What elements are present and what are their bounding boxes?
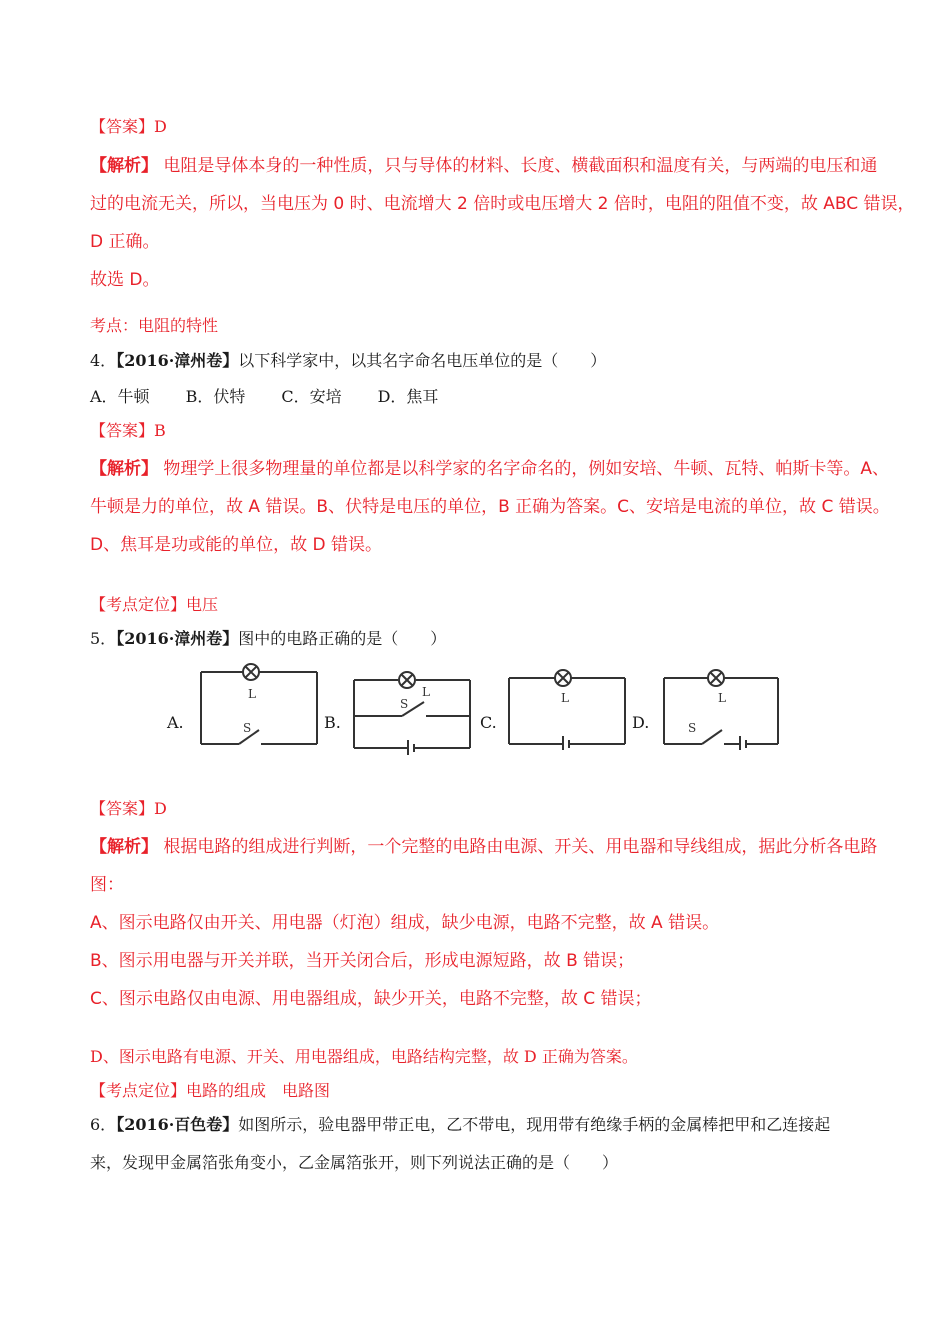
- q5-analysis-line-1: [90, 836, 877, 858]
- switch-label: S: [400, 697, 409, 711]
- lamp-label: L: [718, 691, 726, 705]
- circuit-diagram-c: [505, 660, 630, 750]
- circuit-d-label: D.: [632, 713, 650, 732]
- q5-stem: [90, 628, 446, 650]
- q3-analysis-line-3: D 正确。: [90, 232, 160, 252]
- q4-analysis-line-3: D、焦耳是功或能的单位，故 D 错误。: [90, 535, 382, 555]
- answer-label: 【答案】: [90, 117, 155, 136]
- q3-analysis-line-1: [90, 155, 877, 177]
- analysis-text: 根据电路的组成进行判断，一个完整的电路由电源、开关、用电器和导线组成，据此分析各电路: [163, 837, 878, 857]
- q6-stem-line-2: 来，发现甲金属箔张角变小，乙金属箔张开，则下列说法正确的是（ ）: [90, 1153, 619, 1172]
- circuit-c-label: C.: [480, 713, 497, 732]
- question-text: 图中的电路正确的是（ ）: [238, 629, 447, 648]
- question-text: 如图所示，验电器甲带正电，乙不带电，现用带有绝缘手柄的金属棒把甲和乙连接起: [238, 1115, 831, 1134]
- answer-value: B: [154, 421, 166, 440]
- q6-stem-line-1: [90, 1114, 830, 1136]
- q5-kaodian: [90, 1080, 330, 1102]
- q4-stem: [90, 350, 606, 372]
- q5-analysis-c: C、图示电路仅由电源、用电器组成，缺少开关，电路不完整，故 C 错误；: [90, 989, 652, 1009]
- kaodian-label: 【考点定位】: [90, 1081, 187, 1100]
- q4-kaodian: [90, 594, 218, 616]
- switch-label: S: [243, 721, 252, 735]
- analysis-label: 【解析】: [90, 156, 158, 176]
- kaodian-value: 电压: [186, 595, 219, 614]
- q3-kaodian: 考点：电阻的特性: [90, 316, 219, 335]
- q5-analysis-line-2: 图：: [90, 875, 124, 895]
- q4-analysis-line-1: [90, 458, 889, 480]
- circuit-diagram-b: [350, 660, 475, 755]
- question-text: 以下科学家中，以其名字命名电压单位的是（ ）: [238, 351, 607, 370]
- kaodian-label: 【考点定位】: [90, 595, 187, 614]
- q4-options: [90, 386, 474, 408]
- q5-answer: [90, 798, 167, 820]
- answer-label: 【答案】: [90, 799, 155, 818]
- q4-analysis-line-2: 牛顿是力的单位，故 A 错误。B、伏特是电压的单位，B 正确为答案。C、安培是电流的单位，故 C 错误。: [90, 497, 890, 517]
- question-source: 【2016·漳州卷】: [116, 351, 239, 370]
- answer-label: 【答案】: [90, 421, 155, 440]
- q3-analysis-line-4: 故选 D。: [90, 270, 160, 290]
- lamp-label: L: [422, 685, 430, 699]
- circuit-b-label: B.: [324, 713, 341, 732]
- q3-answer: [90, 116, 167, 138]
- option-c: C．安培: [281, 387, 342, 406]
- question-source: 【2016·百色卷】: [116, 1115, 239, 1134]
- analysis-text: 电阻是导体本身的一种性质，只与导体的材料、长度、横截面积和温度有关，与两端的电压和通: [163, 156, 878, 176]
- lamp-label: L: [248, 687, 256, 701]
- circuit-diagram-d: [660, 660, 785, 750]
- kaodian-value: 电路的组成 电路图: [186, 1081, 331, 1100]
- analysis-label: 【解析】: [90, 459, 158, 479]
- question-number: 6．: [90, 1115, 117, 1134]
- q5-analysis-b: B、图示用电器与开关并联，当开关闭合后，形成电源短路，故 B 错误；: [90, 951, 635, 971]
- q5-analysis-d: D、图示电路有电源、开关、用电器组成，电路结构完整，故 D 正确为答案。: [90, 1047, 638, 1066]
- analysis-text: 物理学上很多物理量的单位都是以科学家的名字命名的，例如安培、牛顿、瓦特、帕斯卡等。A、: [163, 459, 890, 479]
- question-source: 【2016·漳州卷】: [116, 629, 239, 648]
- option-d: D．焦耳: [377, 387, 439, 406]
- option-a: A．牛顿: [90, 387, 150, 406]
- lamp-label: L: [561, 691, 569, 705]
- q5-analysis-a: A、图示电路仅由开关、用电器（灯泡）组成，缺少电源，电路不完整，故 A 错误。: [90, 913, 720, 933]
- analysis-label: 【解析】: [90, 837, 158, 857]
- answer-value: D: [154, 117, 167, 136]
- question-number: 4．: [90, 351, 117, 370]
- circuit-diagram-a: [197, 660, 322, 750]
- answer-value: D: [154, 799, 167, 818]
- option-b: B．伏特: [185, 387, 246, 406]
- q3-analysis-line-2: 过的电流无关，所以，当电压为 0 时、电流增大 2 倍时或电压增大 2 倍时，电阻的阻值不变，故 ABC 错误，: [90, 194, 915, 214]
- switch-label: S: [688, 721, 697, 735]
- q4-answer: [90, 420, 166, 442]
- circuit-a-label: A.: [167, 713, 184, 732]
- question-number: 5．: [90, 629, 117, 648]
